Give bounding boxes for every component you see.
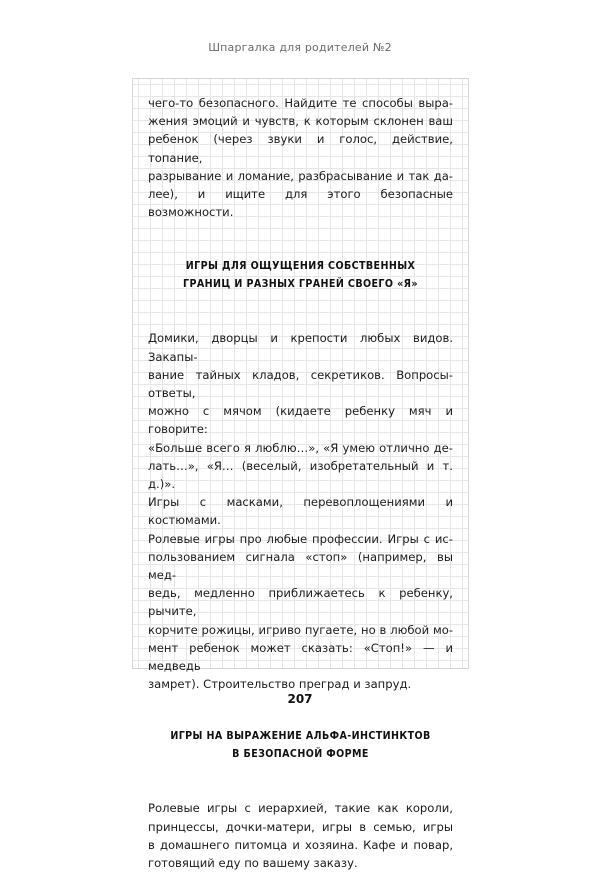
paragraph-safe-expression bbox=[148, 94, 453, 221]
text-line: в домашнего питомца и хозяина. Кафе и повар, bbox=[148, 837, 453, 852]
heading-line: В БЕЗОПАСНОЙ ФОРМЕ bbox=[232, 748, 369, 761]
text-line: замрет). Строительство преград и запруд. bbox=[148, 677, 412, 692]
text-line: Игры с масками, перевоплощениями и костюмами. bbox=[148, 495, 453, 528]
text-line: жения эмоций и чувств, к которым склонен ваш bbox=[148, 114, 453, 129]
section-heading-boundaries bbox=[148, 257, 453, 293]
text-line: лее), и ищите для этого безопасные возможности. bbox=[148, 187, 453, 220]
text-line: можно с мячом (кидаете ребенку мяч и говорите: bbox=[148, 404, 453, 437]
text-line: мент ребенок может сказать: «Стоп!» — и медведь bbox=[148, 640, 453, 674]
running-header: Шпаргалка для родителей №2 bbox=[208, 41, 392, 54]
paragraph-alpha-games bbox=[148, 799, 453, 872]
page-number: 207 bbox=[287, 692, 313, 706]
text-line: корчите рожицы, игриво пугаете, но в любой мо- bbox=[148, 622, 453, 637]
text-line: Ролевые игры про любые профессии. Игры с ис- bbox=[148, 531, 453, 546]
text-line: лать…», «Я… (веселый, изобретательный и т. д.)». bbox=[148, 458, 453, 492]
text-line: ребенок (через звуки и голос, действие, топание, bbox=[148, 132, 453, 165]
text-line: принцессы, дочки-матери, игры в семью, игры bbox=[148, 819, 453, 834]
text-line: чего-то безопасного. Найдите те способы выра- bbox=[148, 96, 453, 110]
heading-line: ГРАНИЦ И РАЗНЫХ ГРАНЕЙ СВОЕГО «Я» bbox=[183, 278, 418, 291]
text-line: ведь, медленно приближаетесь к ребенку, рычите, bbox=[148, 586, 453, 619]
text-line: Ролевые игры с иерархией, такие как короли, bbox=[148, 801, 453, 816]
page-content bbox=[148, 94, 453, 872]
text-line: разрывание и ломание, разбрасывание и так да- bbox=[148, 168, 453, 183]
text-line: пользованием сигнала «стоп» (например, вы мед- bbox=[148, 549, 453, 583]
text-line: Домики, дворцы и крепости любых видов. Закапы- bbox=[148, 331, 453, 364]
text-line: готовящий еду по вашему заказу. bbox=[148, 856, 358, 871]
heading-line: ИГРЫ НА ВЫРАЖЕНИЕ АЛЬФА-ИНСТИНКТОВ bbox=[170, 730, 431, 743]
heading-line: ИГРЫ ДЛЯ ОЩУЩЕНИЯ СОБСТВЕННЫХ bbox=[185, 260, 416, 273]
text-line: «Больше всего я люблю…», «Я умею отлично де- bbox=[148, 440, 453, 455]
paragraph-boundaries-games bbox=[148, 329, 453, 693]
text-line: вание тайных кладов, секретиков. Вопросы-ответы, bbox=[148, 367, 453, 401]
section-heading-alpha-instincts bbox=[148, 727, 453, 763]
